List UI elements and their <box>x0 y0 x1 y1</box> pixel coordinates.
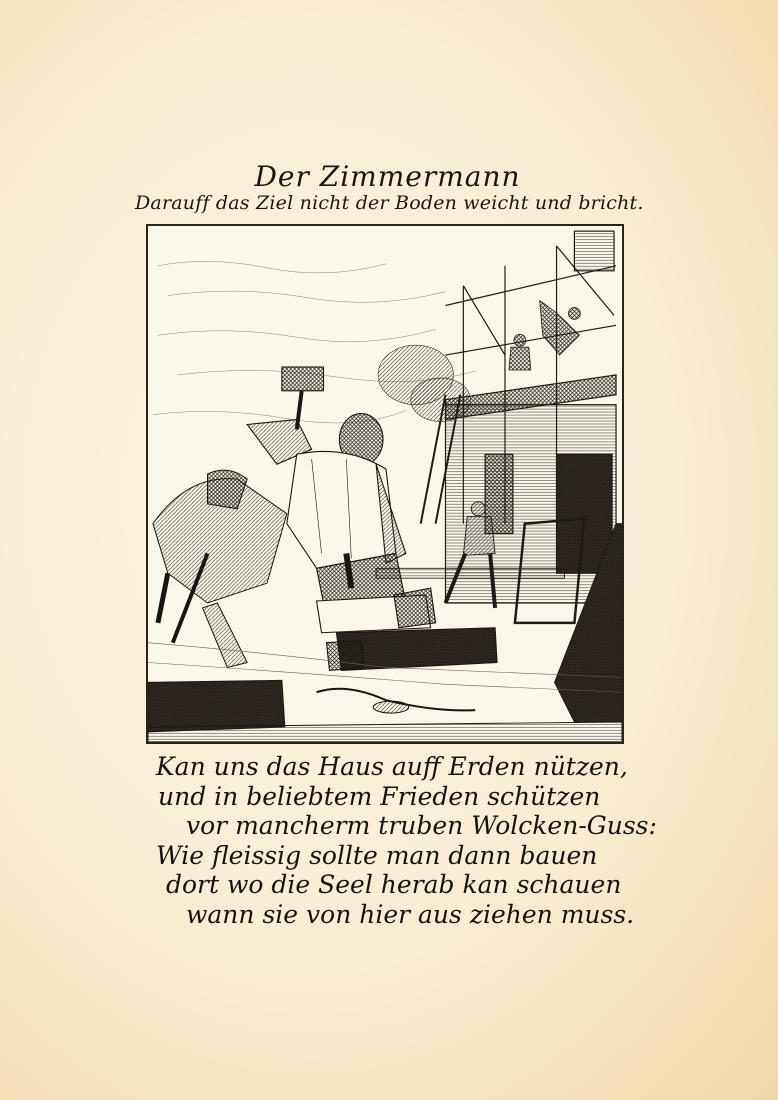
scaffold-workers <box>509 301 580 370</box>
verse-line: und in beliebtem Frieden schützen <box>158 781 601 811</box>
verse-line: vor mancherm truben Wolcken-Guss: <box>186 811 657 840</box>
verse-line: Wie fleissig sollte man dann bauen <box>156 840 598 870</box>
engraving-plate <box>146 224 624 744</box>
verse-line: wann sie von hier aus ziehen muss. <box>186 899 635 929</box>
verse-block <box>150 752 657 929</box>
title-block <box>135 158 644 224</box>
main-carpenter <box>247 367 406 618</box>
verse-line: Kan uns das Haus auff Erden nützen, <box>156 752 628 781</box>
print-subtitle: Darauff das Ziel nicht der Boden weicht und bricht. <box>135 192 644 214</box>
print-title: Der Zimmermann <box>254 160 521 193</box>
carpenter-engraving <box>148 226 622 742</box>
kneeling-worker <box>153 470 287 667</box>
building <box>421 231 616 603</box>
verse-line: dort wo die Seel herab kan schauen <box>166 870 622 899</box>
